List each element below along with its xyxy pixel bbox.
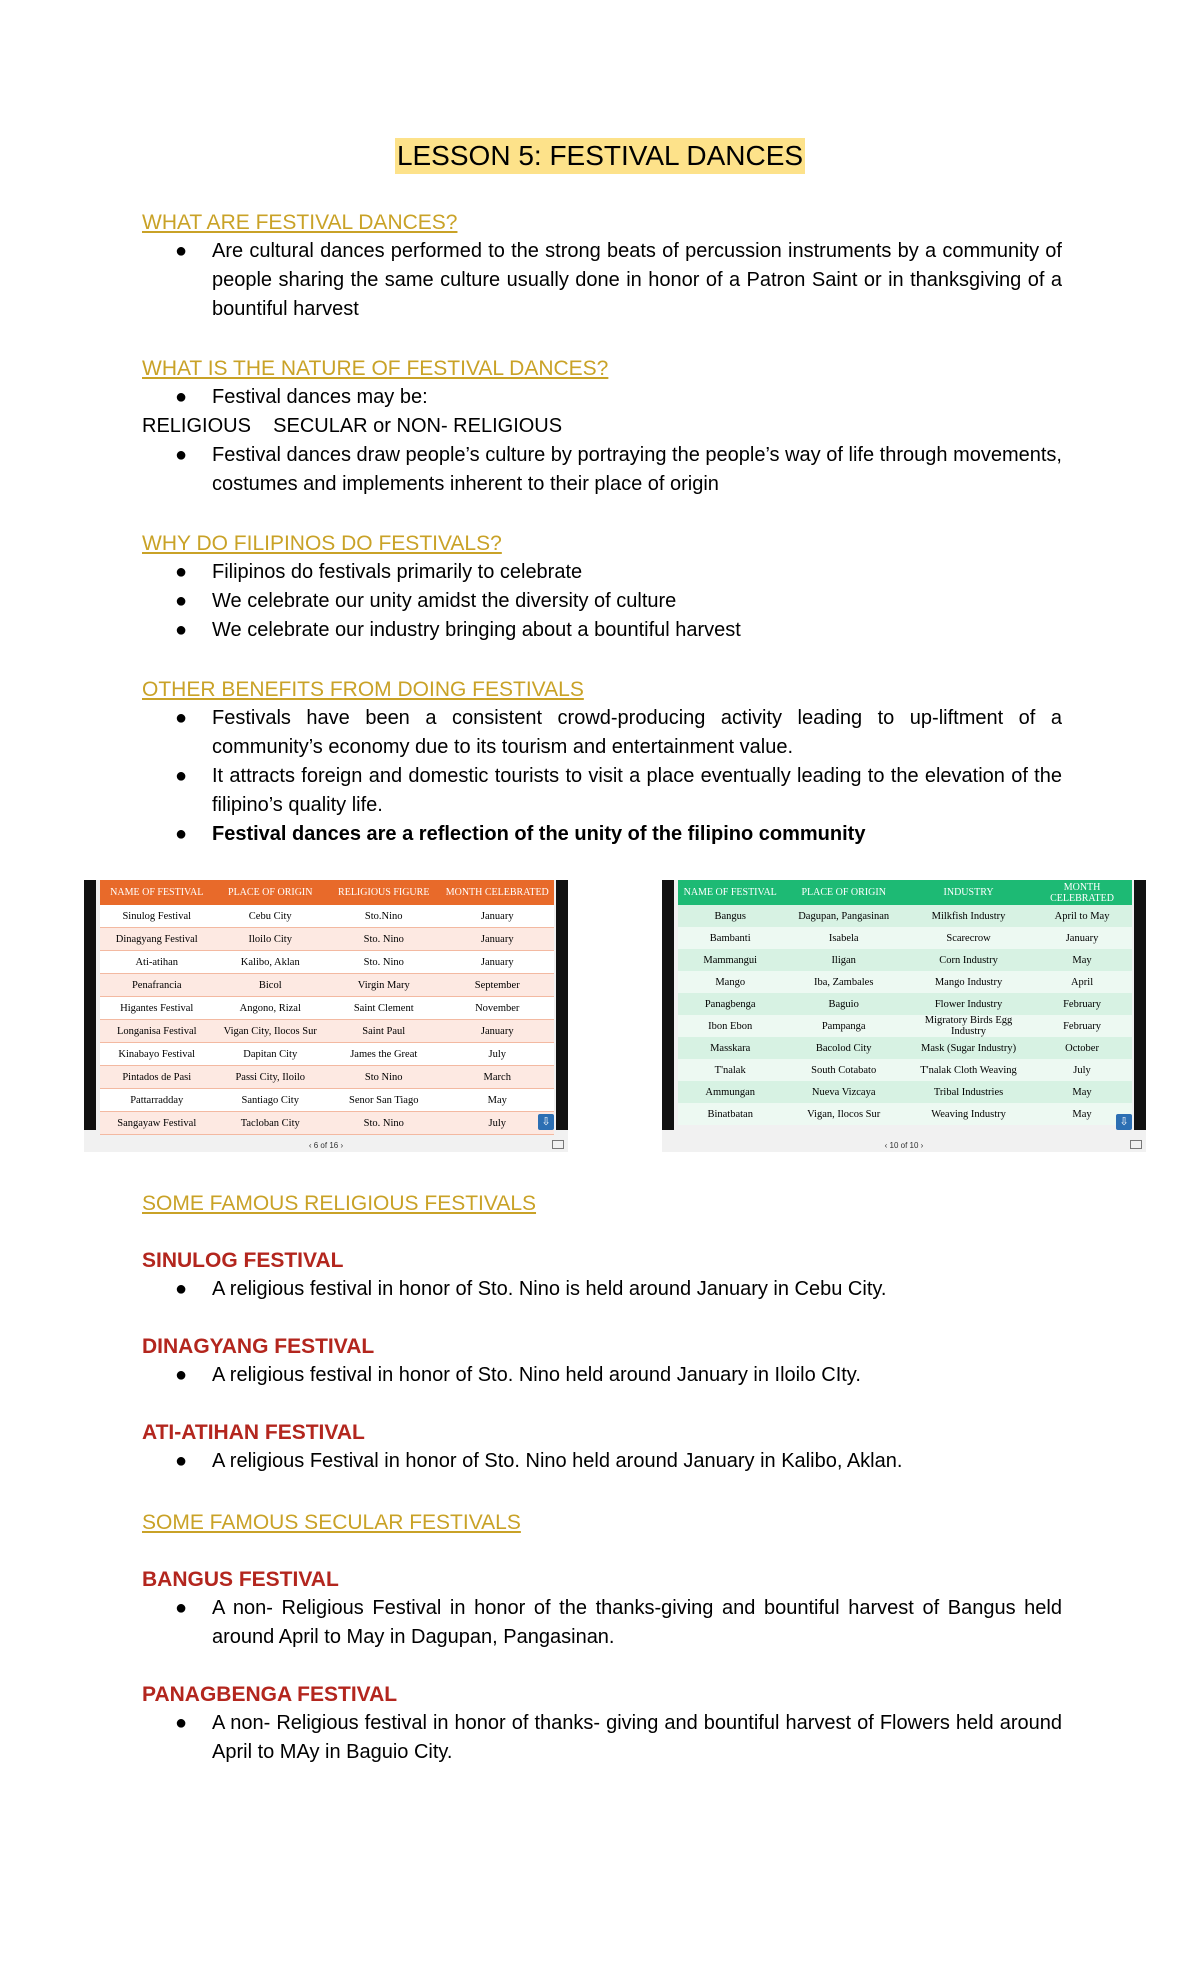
- table-cell: Kalibo, Aklan: [214, 951, 328, 974]
- table-cell: Iloilo City: [214, 928, 328, 951]
- table-cell: Virgin Mary: [327, 974, 441, 997]
- section-heading: WHAT IS THE NATURE OF FESTIVAL DANCES?: [142, 357, 609, 380]
- list-item: ● A religious festival in honor of Sto. Nino is held around January in Cebu City.: [175, 1278, 887, 1300]
- section-religious-festivals: [142, 1190, 1062, 1476]
- section-what: [142, 209, 1062, 324]
- table-cell: Pattarradday: [100, 1089, 214, 1112]
- table-cell: Tribal Industries: [905, 1081, 1032, 1103]
- section-heading: SOME FAMOUS SECULAR FESTIVALS: [142, 1511, 521, 1534]
- table-cell: Iba, Zambales: [782, 971, 905, 993]
- table-row: [100, 997, 554, 1020]
- table-cell: February: [1032, 993, 1132, 1015]
- table-row: [100, 1066, 554, 1089]
- list-item: ● A non- Religious Festival in honor of the thanks-giving and bountiful harvest of Bangus held around April to May in Dagupan, Pangasinan.: [175, 1597, 1062, 1648]
- table-cell: Tacloban City: [214, 1112, 328, 1135]
- table-row: [100, 928, 554, 951]
- table-cell: Weaving Industry: [905, 1103, 1032, 1125]
- table-cell: January: [441, 928, 555, 951]
- list-item: ● It attracts foreign and domestic tourists to visit a place eventually leading to the elevation of the filipino’s quality life.: [175, 765, 1062, 816]
- list-item: ● A religious Festival in honor of Sto. Nino held around January in Kalibo, Aklan.: [175, 1450, 903, 1472]
- table-cell: Sto.Nino: [327, 905, 441, 928]
- secular-festival-table: [678, 880, 1132, 1125]
- table-row: [100, 1020, 554, 1043]
- table-cell: Dinagyang Festival: [100, 928, 214, 951]
- table-row: [100, 1043, 554, 1066]
- table-cell: Sinulog Festival: [100, 905, 214, 928]
- table-cell: Ammungan: [678, 1081, 782, 1103]
- table-cell: Ati-atihan: [100, 951, 214, 974]
- table-cell: Sangayaw Festival: [100, 1112, 214, 1135]
- frame-bar: [662, 880, 674, 1130]
- download-icon[interactable]: ⇩: [538, 1114, 554, 1130]
- section-heading: WHAT ARE FESTIVAL DANCES?: [142, 211, 458, 234]
- table-cell: September: [441, 974, 555, 997]
- list-item: ● A religious festival in honor of Sto. Nino held around January in Iloilo CIty.: [175, 1364, 861, 1386]
- table-row: [678, 1059, 1132, 1081]
- festival-name: SINULOG FESTIVAL: [142, 1249, 344, 1272]
- table-header: MONTH CELEBRATED: [1032, 880, 1132, 905]
- table-cell: Dagupan, Pangasinan: [782, 905, 905, 927]
- section-why: [142, 530, 1062, 645]
- table-cell: January: [441, 1020, 555, 1043]
- list-item: ● Are cultural dances performed to the strong beats of percussion instruments by a community of people sharing the same culture usually done in honor of a Patron Saint or in thanksgiving of a bountiful harvest: [175, 240, 1062, 320]
- table-cell: January: [441, 905, 555, 928]
- table-cell: Flower Industry: [905, 993, 1032, 1015]
- table-cell: Migratory Birds Egg Industry: [905, 1015, 1032, 1037]
- list-item: ● We celebrate our industry bringing about a bountiful harvest: [175, 619, 741, 641]
- fullscreen-icon[interactable]: [552, 1140, 564, 1149]
- table-row: [678, 1103, 1132, 1125]
- pager[interactable]: ‹ 10 of 10 ›: [884, 1141, 924, 1150]
- table-header: MONTH CELEBRATED: [441, 880, 555, 905]
- table-cell: Binatbatan: [678, 1103, 782, 1125]
- fullscreen-icon[interactable]: [1130, 1140, 1142, 1149]
- table-cell: Vigan, Ilocos Sur: [782, 1103, 905, 1125]
- table-cell: Isabela: [782, 927, 905, 949]
- table-cell: November: [441, 997, 555, 1020]
- list-item: ● We celebrate our unity amidst the diversity of culture: [175, 590, 677, 612]
- frame-bar: [1134, 880, 1146, 1130]
- table-row: [678, 1015, 1132, 1037]
- table-cell: Pampanga: [782, 1015, 905, 1037]
- table-row: [100, 1112, 554, 1135]
- table-cell: July: [441, 1112, 555, 1135]
- table-cell: Iligan: [782, 949, 905, 971]
- table-cell: Higantes Festival: [100, 997, 214, 1020]
- festival-types: RELIGIOUS SECULAR or NON- RELIGIOUS: [142, 415, 563, 437]
- table-cell: March: [441, 1066, 555, 1089]
- table-cell: Corn Industry: [905, 949, 1032, 971]
- table-cell: Nueva Vizcaya: [782, 1081, 905, 1103]
- table-cell: Kinabayo Festival: [100, 1043, 214, 1066]
- table-row: [678, 905, 1132, 927]
- festival-name: BANGUS FESTIVAL: [142, 1568, 339, 1591]
- table-row: [678, 949, 1132, 971]
- table-header: INDUSTRY: [905, 880, 1032, 905]
- table-cell: Milkfish Industry: [905, 905, 1032, 927]
- table-cell: Penafrancia: [100, 974, 214, 997]
- table-cell: February: [1032, 1015, 1132, 1037]
- table-cell: July: [441, 1043, 555, 1066]
- page-title: LESSON 5: FESTIVAL DANCES: [395, 138, 805, 174]
- table-cell: Sto Nino: [327, 1066, 441, 1089]
- table-cell: James the Great: [327, 1043, 441, 1066]
- frame-bar: [84, 880, 96, 1130]
- table-row: [100, 974, 554, 997]
- table-cell: Saint Clement: [327, 997, 441, 1020]
- table-header: PLACE OF ORIGIN: [214, 880, 328, 905]
- section-heading: SOME FAMOUS RELIGIOUS FESTIVALS: [142, 1192, 537, 1215]
- table-cell: Vigan City, Ilocos Sur: [214, 1020, 328, 1043]
- table-cell: Mask (Sugar Industry): [905, 1037, 1032, 1059]
- secular-festival-table-image: [662, 880, 1146, 1152]
- table-header: NAME OF FESTIVAL: [100, 880, 214, 905]
- table-cell: Saint Paul: [327, 1020, 441, 1043]
- table-cell: Angono, Rizal: [214, 997, 328, 1020]
- table-header: PLACE OF ORIGIN: [782, 880, 905, 905]
- festival-name: PANAGBENGA FESTIVAL: [142, 1683, 398, 1706]
- list-item: ● A non- Religious festival in honor of thanks- giving and bountiful harvest of Flowers held around April to MAy in Baguio City.: [175, 1712, 1062, 1763]
- table-cell: Dapitan City: [214, 1043, 328, 1066]
- section-heading: WHY DO FILIPINOS DO FESTIVALS?: [142, 532, 502, 555]
- table-cell: May: [1032, 949, 1132, 971]
- table-cell: Masskara: [678, 1037, 782, 1059]
- table-row: [678, 993, 1132, 1015]
- table-cell: Baguio: [782, 993, 905, 1015]
- table-cell: T'nalak Cloth Weaving: [905, 1059, 1032, 1081]
- table-cell: South Cotabato: [782, 1059, 905, 1081]
- table-cell: May: [1032, 1081, 1132, 1103]
- table-cell: Pintados de Pasi: [100, 1066, 214, 1089]
- table-row: [100, 1089, 554, 1112]
- table-cell: Sto. Nino: [327, 1112, 441, 1135]
- table-cell: Bangus: [678, 905, 782, 927]
- table-cell: T'nalak: [678, 1059, 782, 1081]
- table-cell: Passi City, Iloilo: [214, 1066, 328, 1089]
- table-cell: October: [1032, 1037, 1132, 1059]
- frame-bar: [556, 880, 568, 1130]
- religious-festival-table-image: [84, 880, 568, 1152]
- table-row: [678, 971, 1132, 993]
- table-row: [100, 905, 554, 928]
- table-cell: Mammangui: [678, 949, 782, 971]
- section-secular-festivals: [142, 1509, 1062, 1767]
- table-header: NAME OF FESTIVAL: [678, 880, 782, 905]
- list-item: ● Festivals have been a consistent crowd-producing activity leading to up-liftment of a community’s economy due to its tourism and entertainment value.: [175, 707, 1062, 758]
- list-item: ● Festival dances draw people’s culture by portraying the people’s way of life through movements, costumes and implements inherent to their place of origin: [175, 444, 1062, 495]
- table-cell: Sto. Nino: [327, 951, 441, 974]
- table-row: [678, 927, 1132, 949]
- table-cell: January: [441, 951, 555, 974]
- list-item: ● Festival dances are a reflection of the unity of the filipino community: [175, 823, 866, 845]
- table-cell: Santiago City: [214, 1089, 328, 1112]
- table-cell: July: [1032, 1059, 1132, 1081]
- section-nature: [142, 355, 1062, 499]
- religious-festival-table: [100, 880, 554, 1135]
- title-container: [0, 138, 1200, 174]
- list-item: ● Festival dances may be:: [175, 386, 428, 408]
- table-header: RELIGIOUS FIGURE: [327, 880, 441, 905]
- table-cell: May: [441, 1089, 555, 1112]
- table-cell: January: [1032, 927, 1132, 949]
- table-cell: May: [1032, 1103, 1132, 1125]
- table-row: [100, 951, 554, 974]
- table-cell: Senor San Tiago: [327, 1089, 441, 1112]
- section-heading: OTHER BENEFITS FROM DOING FESTIVALS: [142, 678, 584, 701]
- pager[interactable]: ‹ 6 of 16 ›: [308, 1141, 344, 1150]
- table-cell: Scarecrow: [905, 927, 1032, 949]
- table-cell: Panagbenga: [678, 993, 782, 1015]
- table-cell: Longanisa Festival: [100, 1020, 214, 1043]
- festival-name: DINAGYANG FESTIVAL: [142, 1335, 375, 1358]
- table-cell: Mango: [678, 971, 782, 993]
- table-cell: April to May: [1032, 905, 1132, 927]
- table-cell: April: [1032, 971, 1132, 993]
- section-benefits: [142, 676, 1062, 849]
- table-cell: Sto. Nino: [327, 928, 441, 951]
- table-cell: Mango Industry: [905, 971, 1032, 993]
- table-row: [678, 1037, 1132, 1059]
- table-cell: Bacolod City: [782, 1037, 905, 1059]
- table-cell: Bambanti: [678, 927, 782, 949]
- table-cell: Cebu City: [214, 905, 328, 928]
- festival-name: ATI-ATIHAN FESTIVAL: [142, 1421, 365, 1444]
- table-cell: Ibon Ebon: [678, 1015, 782, 1037]
- download-icon[interactable]: ⇩: [1116, 1114, 1132, 1130]
- list-item: ● Filipinos do festivals primarily to celebrate: [175, 561, 583, 583]
- table-cell: Bicol: [214, 974, 328, 997]
- table-row: [678, 1081, 1132, 1103]
